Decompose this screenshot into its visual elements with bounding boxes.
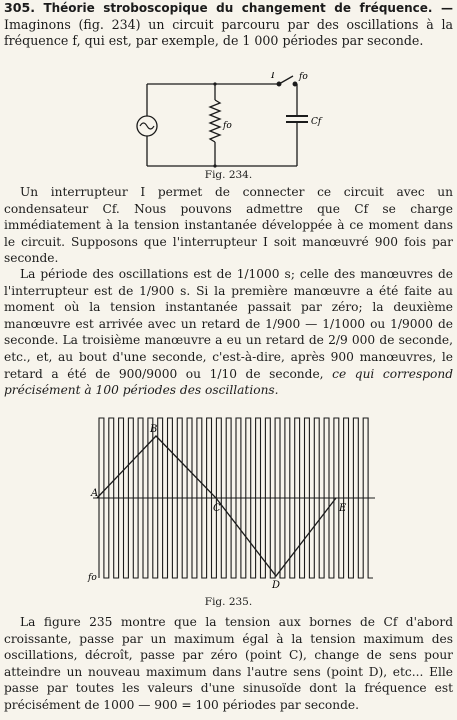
- paragraph-2: [4, 266, 453, 399]
- point-a-label: A: [91, 488, 99, 499]
- point-c-label: C: [213, 503, 221, 514]
- circuit-diagram: [125, 72, 325, 180]
- fig235-caption: Fig. 235.: [204, 596, 253, 608]
- waveform-diagram: [83, 410, 383, 600]
- fo-resistor-label: fo: [223, 121, 232, 131]
- section-title: Théorie stroboscopique du changement de fréquence. —: [43, 1, 453, 15]
- point-b-label: B: [150, 424, 158, 435]
- fo-top-label: fo: [299, 72, 308, 82]
- figure-234: [125, 72, 325, 180]
- paragraph-2-italic: ce qui correspond précisément à 100 périodes des oscillations.: [4, 366, 453, 398]
- paragraph-2-text: La période des oscillations est de 1/1000 s; celle des manœuvres de l'interrupteur est de 1/900 s. Si la première manœuvre a été faite au moment où la tension instantanée passait par zéro; la deuxième manœuvre est arrivée avec un retard de 1/900 — 1/1000 ou 1/9000 de seconde. La troisième manœuvre a eu un retard de 2/9 000 de seconde, etc., et, au bout d'une seconde, c'est-à-dire, après 900 manœuvres, le retard a été de 900/9000 ou 1/10 de seconde,: [4, 267, 453, 381]
- ac-source-icon: [137, 116, 157, 136]
- point-d-label: D: [272, 580, 281, 591]
- section-heading: [4, 0, 453, 50]
- intro-text: Imaginons (fig. 234) un circuit parcouru par des oscillations à la fréquence f, qui est, par exemple, de 1 000 périodes par seconde.: [4, 16, 453, 49]
- section-number: 305.: [4, 0, 36, 15]
- capacitor-label: Cf: [311, 117, 322, 127]
- switch-label: I: [271, 72, 275, 81]
- figure-235: [83, 410, 383, 600]
- point-e-label: E: [339, 503, 347, 514]
- paragraph-3: La figure 235 montre que la tension aux bornes de Cf d'abord croissante, passe par un maximum égal à la tension maximum des oscillations, décroît, passe par zéro (point C), change de sens pour atteindre un nouveau maximum dans l'autre sens (point D), etc... Elle passe par toutes les valeurs d'une sinusoïde dont la fréquence est précisément de 1000 — 900 = 100 périodes par seconde.: [4, 615, 453, 712]
- fo-wave-label: fo: [88, 573, 97, 583]
- fig234-caption: Fig. 234.: [204, 169, 253, 181]
- paragraph-1: Un interrupteur I permet de connecter ce circuit avec un condensateur Cf. Nous pouvons admettre que Cf se charge immédiatement à la tension instantanée développée à ce moment dans le circuit. Supposons que l'interrupteur I soit manœuvré 900 fois par seconde.: [4, 185, 453, 266]
